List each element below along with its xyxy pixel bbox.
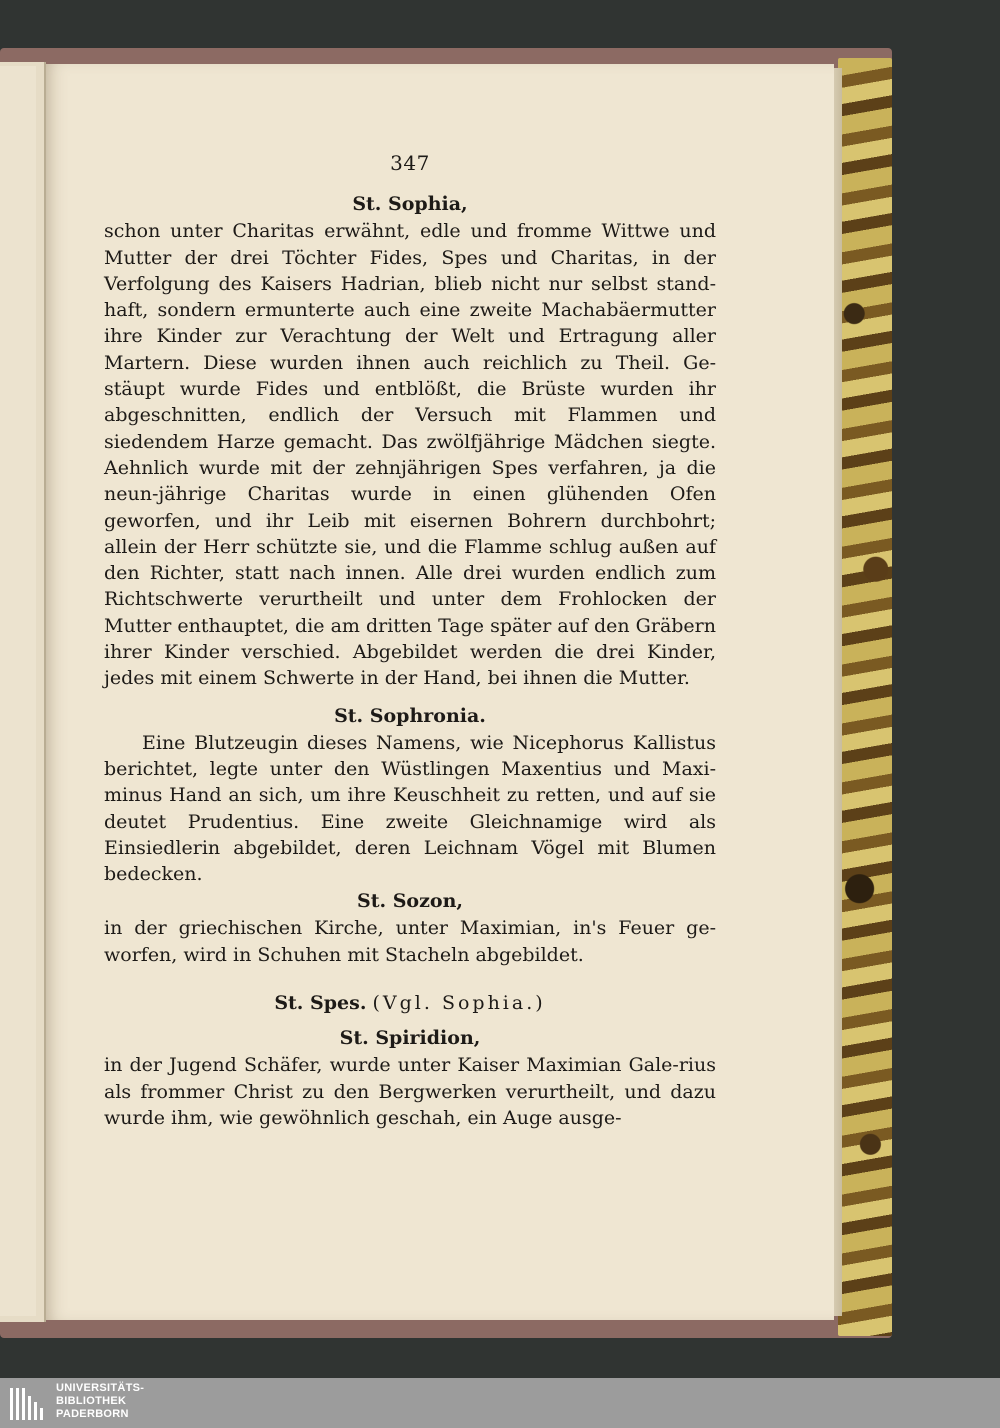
- entry-text: in der griechischen Kirche, unter Maximian, in's Feuer ge-worfen, wird in Schuhen mit Stacheln abgebildet.: [104, 917, 716, 966]
- entry-text: Eine Blutzeugin dieses Namens, wie Nicephorus Kallistus berichtet, legte unter den Wüstlingen Maxentius und Maxi-minus Hand an sich, um ihre Keuschheit zu retten, und auf sie deutet Prudentius. Eine zweite Gleichnamige wird als Einsiedlerin abgebildet, deren Leichnam Vögel mit Blumen bedecken.: [104, 731, 716, 886]
- page-content: [104, 150, 716, 1131]
- entry-heading: St. Spes.: [274, 992, 367, 1015]
- entry-sophia: [104, 190, 716, 691]
- library-name-line: PADERBORN: [56, 1408, 129, 1420]
- left-page-inner: [0, 66, 36, 1316]
- entry-sophronia: [104, 702, 716, 888]
- cross-reference: (Vgl. Sophia.): [372, 992, 546, 1015]
- library-name-line: BIBLIOTHEK: [56, 1395, 127, 1407]
- entry-heading: St. Sozon,: [356, 890, 463, 913]
- library-name-line: UNIVERSITÄTS-: [56, 1382, 145, 1394]
- entry-heading: St. Sophronia.: [334, 704, 486, 727]
- page-number: 347: [390, 151, 430, 175]
- entry-text: schon unter Charitas erwähnt, edle und fromme Wittwe und Mutter der drei Töchter Fides, Spes und Charitas, in der Verfolgung des Kaisers Hadrian, blieb nicht nur selbst stand-haft, sondern ermunterte auch eine zweite Machabäermutter ihre Kinder zur Verachtung der Welt und Ertragung aller Martern. Diese wurden ihnen auch reichlich zu Theil. Ge-stäupt wurde Fides und entblößt, die Brüste wurden ihr abgeschnitten, endlich der Versuch mit Flammen und siedendem Harze gemacht. Das zwölfjährige Mädchen siegte. Aehnlich wurde mit der zehnjährigen Spes verfahren, ja die neun-jährige Charitas wurde in einen glühenden Ofen geworfen, und ihr Leib mit eisernen Bohrern durchbohrt; allein der Herr schützte sie, und die Flamme schlug außen auf den Richter, statt nach innen. Alle drei wurden endlich zum Richtschwerte verurtheilt und unter dem Frohlocken der Mutter enthauptet, die am dritten Tage später auf den Gräbern ihrer Kinder verschied. Abgebildet werden die drei Kinder, jedes mit einem Schwerte in der Hand, bei ihnen die Mutter.: [104, 220, 716, 690]
- marbled-cover-edge: [838, 58, 892, 1336]
- library-logo-icon: [6, 1382, 50, 1424]
- library-name: [56, 1382, 144, 1421]
- entry-text: in der Jugend Schäfer, wurde unter Kaiser Maximian Gale-rius als frommer Christ zu den Bergwerken verurtheilt, und dazu wurde ihm, wie gewöhnlich geschah, ein Auge ausge-: [104, 1054, 716, 1129]
- entry-spes: [104, 990, 716, 1016]
- entry-heading: St. Sophia,: [352, 193, 468, 216]
- library-footer-bar: [0, 1378, 1000, 1428]
- entry-sozon: [104, 887, 716, 968]
- entry-heading: St. Spiridion,: [339, 1027, 481, 1050]
- entry-spiridion: [104, 1024, 716, 1131]
